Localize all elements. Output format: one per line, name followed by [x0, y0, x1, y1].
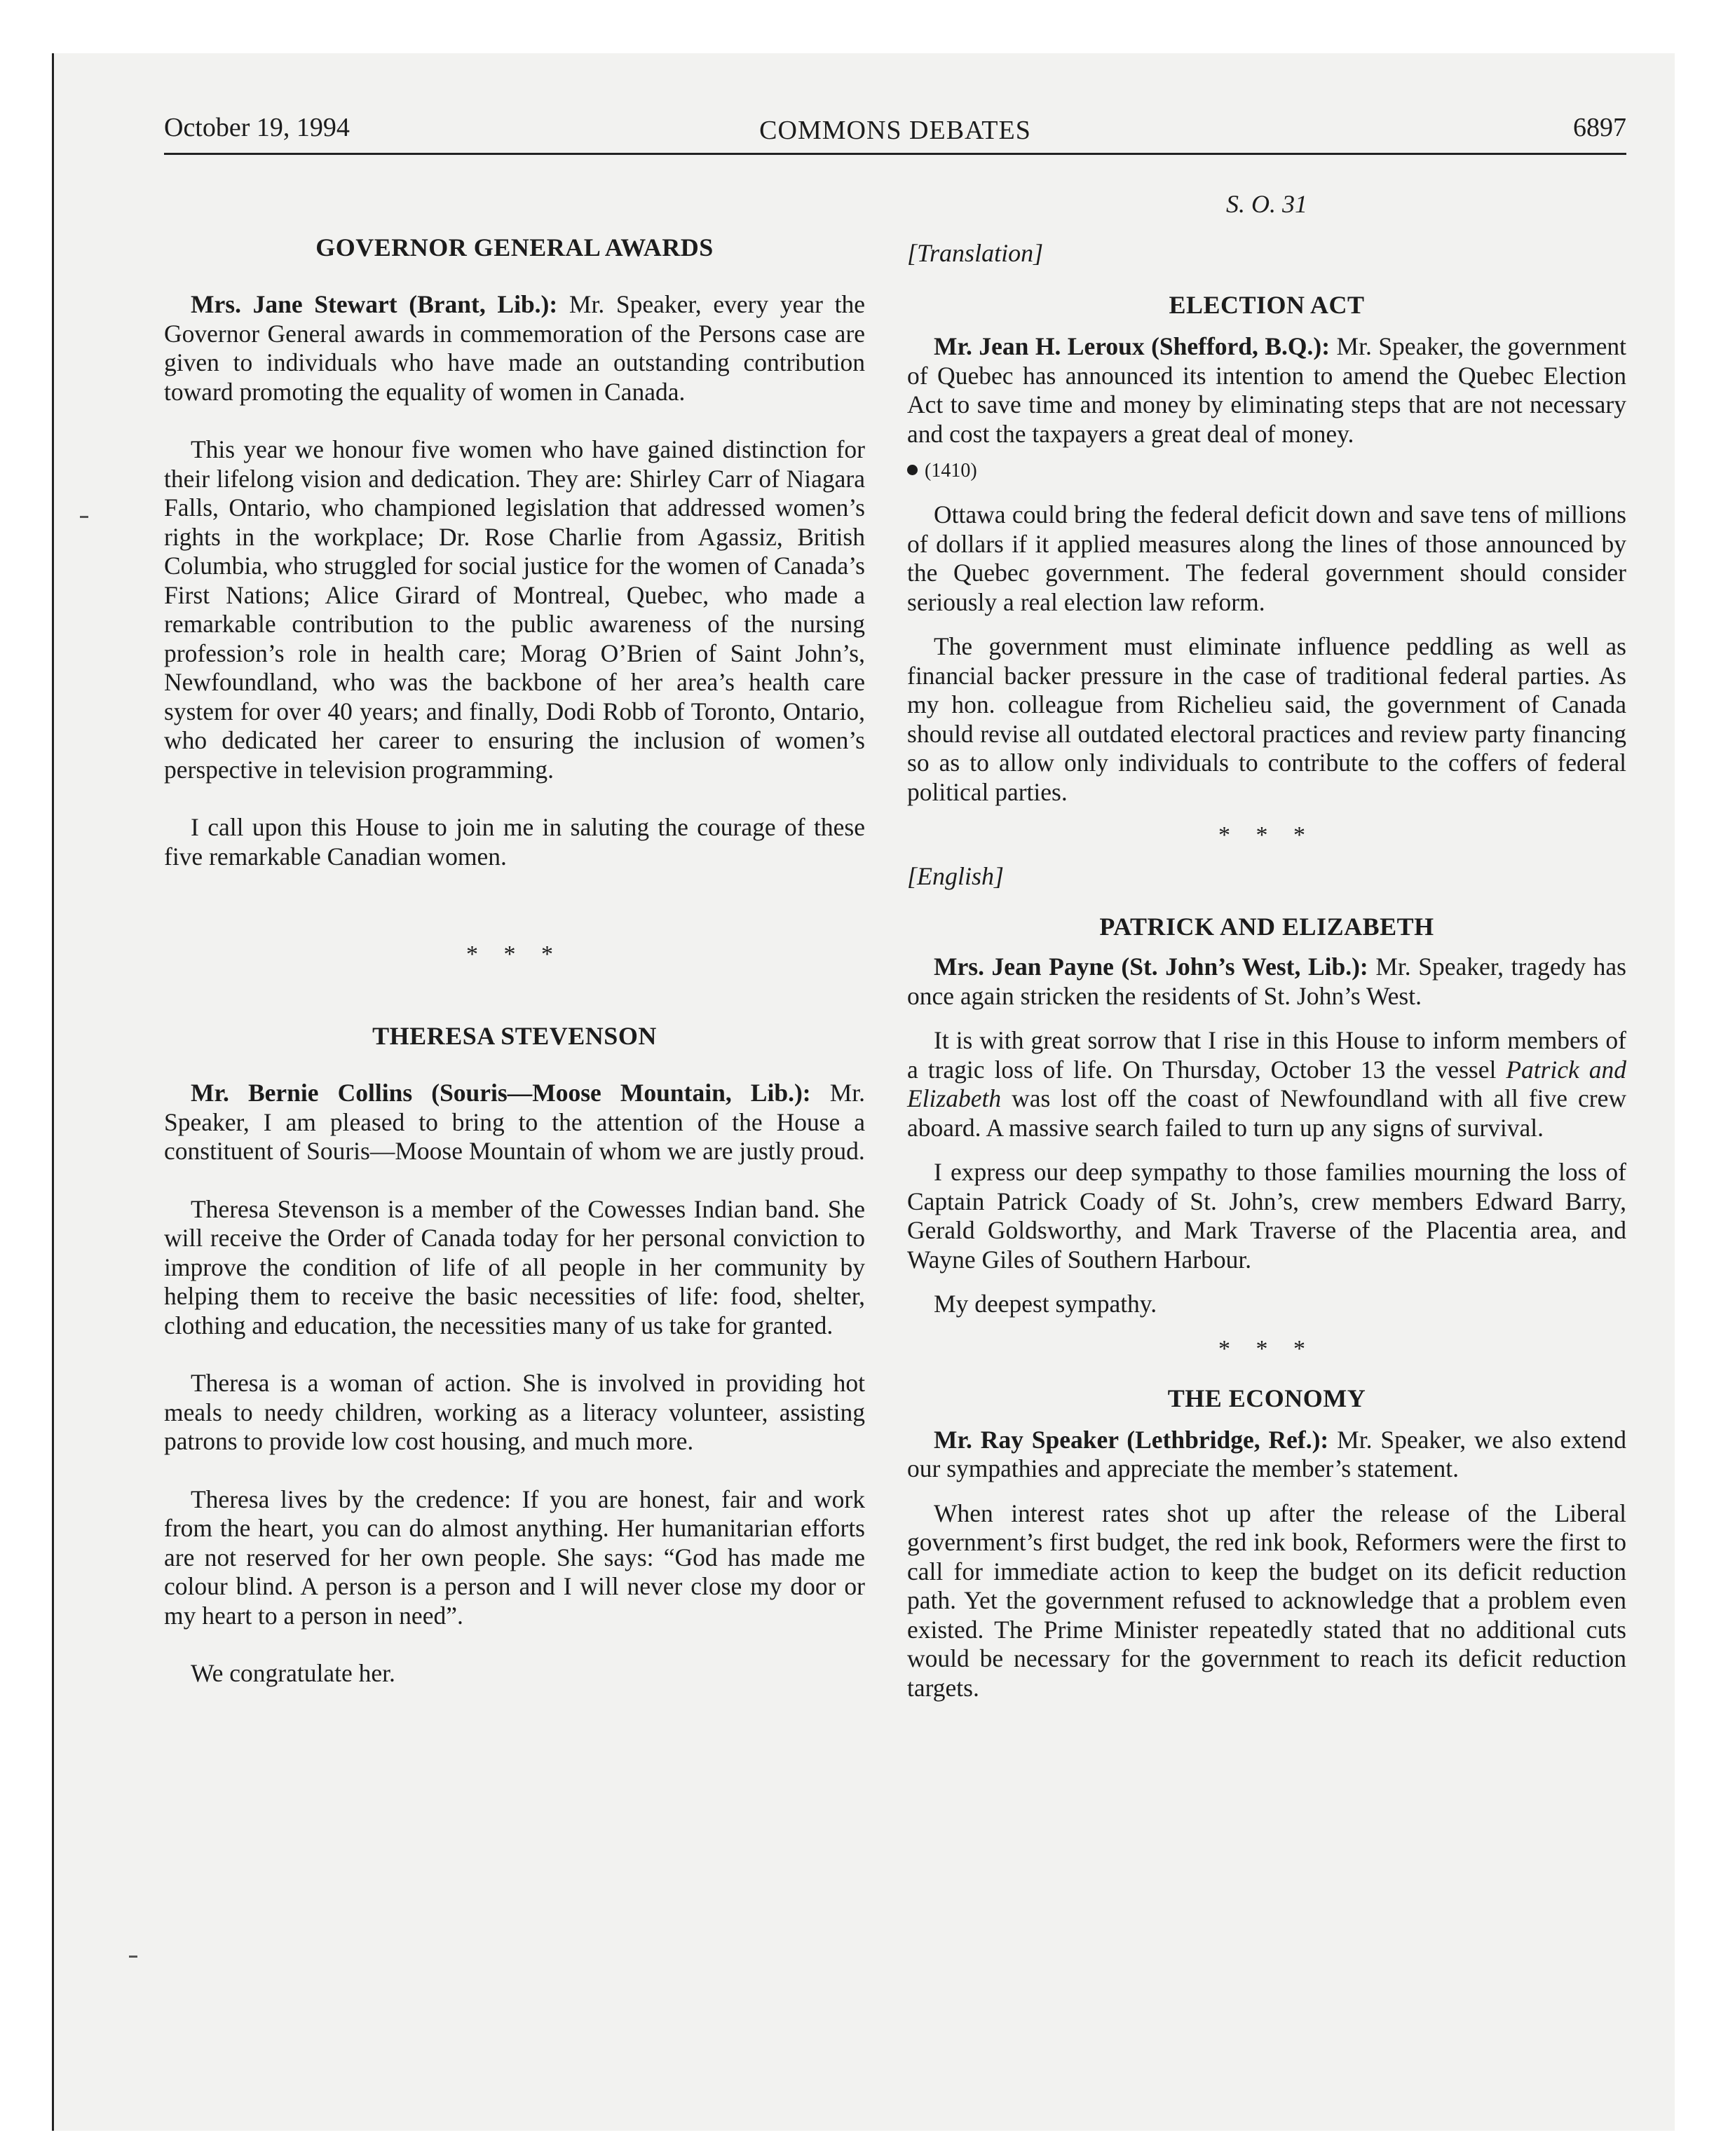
section-heading: THE ECONOMY — [1167, 1384, 1366, 1412]
paragraph: I call upon this House to join me in saluting the courage of these five remarkable Canadian women. — [164, 813, 865, 871]
paragraph: When interest rates shot up after the release of the Liberal government’s first budget, the red ink book, Reformers were the first to call for immediate action to keep the budget on its deficit reduction path. Yet the government refused to acknowledge that a problem even existed. The Prime Minister repeatedly stated that no additional cuts would be necessary for the government to reach its deficit reduction targets. — [907, 1499, 1626, 1702]
section-separator: * * * — [1218, 822, 1315, 848]
section-heading: GOVERNOR GENERAL AWARDS — [315, 233, 714, 261]
paragraph: My deepest sympathy. — [934, 1290, 1157, 1318]
paragraph: I express our deep sympathy to those families mourning the loss of Captain Patrick Coady of St. John’s, crew members Edward Barry, Gerald Goldsworthy, and Mark Traverse of the Placentia area, and Wayne Giles of Southern Harbour. — [907, 1158, 1626, 1274]
paragraph: Ottawa could bring the federal deficit down and save tens of millions of dollars if it applied measures along the lines of those announced by the Quebec government. The federal government should consider seriously a real election law reform. — [907, 500, 1626, 616]
page-number: 6897 — [1573, 113, 1626, 142]
vessel-name: Patrick and Elizabeth — [907, 1055, 1626, 1112]
language-note: [Translation] — [907, 239, 1044, 267]
margin-mark — [80, 516, 88, 518]
header-title: COMMONS DEBATES — [759, 116, 1031, 145]
section-separator: * * * — [1218, 1335, 1315, 1362]
speaker-name: Mrs. Jane Stewart (Brant, Lib.): — [191, 290, 558, 318]
section-heading: PATRICK AND ELIZABETH — [1099, 913, 1434, 941]
margin-mark — [129, 1956, 137, 1958]
paragraph: Mr. Bernie Collins (Souris—Moose Mountain, Lib.): Mr. Speaker, I am pleased to bring to the attention of the House a constituent of Souris—Moose Mountain of whom we are justly proud. — [164, 1079, 866, 1165]
paragraph: The government must eliminate influence peddling as well as financial backer pressure in the case of traditional federal parties. As my hon. colleague from Richelieu said, the government of Canada should revise all outdated electoral practices and review party financing so as to allow only individuals to contribute to the coffers of federal political parties. — [907, 632, 1626, 806]
section-heading: THERESA STEVENSON — [372, 1022, 657, 1050]
speaker-name: Mr. Ray Speaker (Lethbridge, Ref.): — [934, 1425, 1329, 1454]
time-marker: (1410) — [907, 460, 1626, 482]
speaker-name: Mrs. Jean Payne (St. John’s West, Lib.): — [934, 953, 1368, 981]
paragraph: We congratulate her. — [191, 1659, 395, 1687]
speaker-name: Mr. Bernie Collins (Souris—Moose Mountain, Lib.): — [191, 1079, 811, 1107]
section-separator: * * * — [466, 941, 563, 967]
paragraph: Mr. Jean H. Leroux (Shefford, B.Q.): Mr. Speaker, the government of Quebec has announced its intention to amend the Quebec Election Act to save time and money by eliminating steps that are not necessary and cost the taxpayers a great deal of money. — [907, 332, 1626, 448]
paragraph: It is with great sorrow that I rise in this House to inform members of a tragic loss of life. On Thursday, October 13 the vessel Patrick and Elizabeth was lost off the coast of Newfoundland with all five crew aboard. A massive search failed to turn up any signs of survival. — [907, 1026, 1626, 1142]
header-date: October 19, 1994 — [164, 113, 350, 142]
paragraph: Mr. Ray Speaker (Lethbridge, Ref.): Mr. Speaker, we also extend our sympathies and appreciate the member’s statement. — [907, 1425, 1627, 1482]
speaker-name: Mr. Jean H. Leroux (Shefford, B.Q.): — [934, 332, 1331, 360]
section-heading: ELECTION ACT — [1169, 291, 1365, 319]
paragraph: Mrs. Jane Stewart (Brant, Lib.): Mr. Speaker, every year the Governor General awards in commemoration of the Persons case are given to individuals who have made an outstanding contribution toward promoting the equality of women in Canada. — [164, 290, 865, 406]
right-column — [907, 189, 1626, 1703]
paragraph: Theresa lives by the credence: If you are honest, fair and work from the heart, you can do almost anything. Her humanitarian efforts are not reserved for her own people. She says: “God has made me colour blind. A person is a person and I will never close my door or my heart to a person in need”. — [164, 1485, 865, 1630]
paragraph: Theresa is a woman of action. She is involved in providing hot meals to needy children, working as a literacy volunteer, assisting patrons to provide low cost housing, and much more. — [164, 1369, 865, 1455]
language-note: [English] — [907, 862, 1005, 890]
bullet-icon — [907, 465, 918, 475]
paragraph: Theresa Stevenson is a member of the Cowesses Indian band. She will receive the Order of Canada today for her personal conviction to improve the condition of life of all people in her community by helping them to receive the basic necessities of life: food, shelter, clothing and education, the necessities many of us take for granted. — [164, 1194, 865, 1339]
left-column — [164, 189, 865, 1688]
paragraph: This year we honour five women who have gained distinction for their lifelong vision and dedication. They are: Shirley Carr of Niagara Falls, Ontario, who championed legislation that addressed women’s rights in the workplace; Dr. Rose Charlie from Agassiz, British Columbia, who struggled for social justice for the women of Canada’s First Nations; Alice Girard of Montreal, Quebec, who made a remarkable contribution to the public awareness of the nursing profession’s role in health care; Morag O’Brien of Saint John’s, Newfoundland, who was the backbone of her area’s health care system for over 40 years; and finally, Dodi Robb of Toronto, Ontario, who dedicated her career to ensuring the inclusion of women’s perspective in television programming. — [164, 435, 865, 784]
page-header — [164, 112, 1626, 155]
paragraph: Mrs. Jean Payne (St. John’s West, Lib.): Mr. Speaker, tragedy has once again stricken the residents of St. John’s West. — [907, 953, 1626, 1010]
standing-order-reference: S. O. 31 — [1226, 190, 1307, 218]
